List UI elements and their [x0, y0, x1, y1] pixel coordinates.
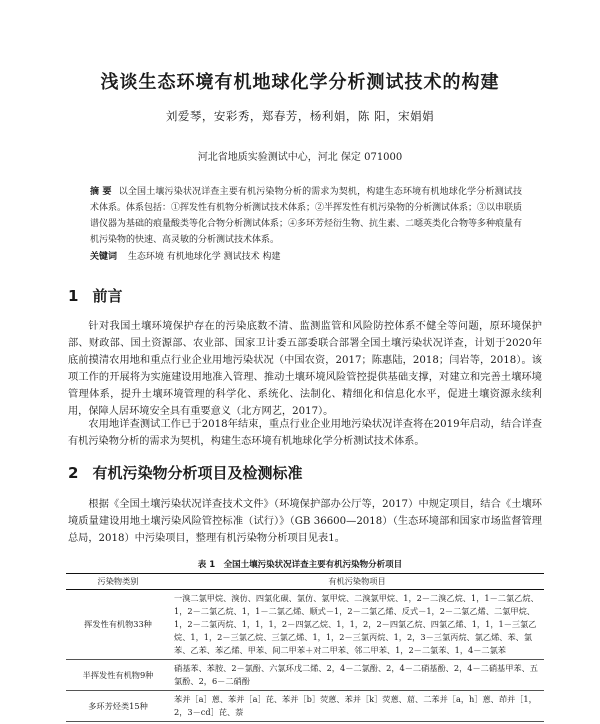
- table-row: [66, 590, 544, 660]
- table-cell-category: 多环芳烃类15种: [66, 691, 170, 722]
- section-2-paragraph-1: 根据《全国土壤污染状况详查技术文件》（环境保护部办公厅等，2017）中规定项目，结合《土壤环境质量建设用地土壤污染风险管控标准（试行）》（GB 36600—2018）（生态环境部和国家市场监督管理总局，2018）中污染项目，整理有机污染物分析项目见表1。: [68, 499, 542, 544]
- keywords-label: 关键词: [90, 252, 118, 262]
- table-cell-category: 半挥发性有机物9种: [66, 660, 170, 691]
- table-cell-category: 挥发性有机物33种: [66, 590, 170, 660]
- author-list: 刘爱琴，安彩秀，郑春芳，杨利娟，陈 阳，宋娟娟: [165, 109, 435, 123]
- section-1-heading: [68, 285, 122, 306]
- table-1-caption: 表 1 全国土壤污染状况详查主要有机污染物分析项目: [197, 560, 403, 570]
- section-1-paragraph-1: 针对我国土壤环境保护存在的污染底数不清、监测监管和风险防控体系不健全等问题，原环境保护部、财政部、国土资源部、农业部、国家卫计委五部委联合部署全国土壤污染状况详查，计划于2020年底前摸清农用地和重点行业企业用地污染状况（中国农资，2017；陈惠陆，2018；闫岩等，2018）。该项工作的开展将为实施建设用地准入管理、推动土壤环境风险管控提供基础支撑，对建立和完善土壤环境管理体系，提升土壤环境管理的科学化、系统化、法制化、精细化和信息化水平，促进土壤资源永续利用，保障人居环境安全具有重要意义（北方网艺，2017）。: [68, 321, 542, 417]
- table-1: [66, 573, 544, 722]
- abstract-label: 摘 要: [90, 187, 112, 197]
- column-header-items: 有机污染物项目: [170, 574, 544, 590]
- keywords-text: 生态环境 有机地球化学 测试技术 构建: [127, 252, 281, 262]
- table-row: [66, 691, 544, 722]
- section-number: 2: [68, 464, 79, 482]
- table-cell-items: 硝基苯、苯胺、2－氯酚、六氯环戊二烯、2，4－二氯酚、2，4－二硝基酚、2，4－二硝基甲苯、五氯酚、2，6－二硝酚: [170, 660, 544, 691]
- table-row: [66, 660, 544, 691]
- table-header-row: [66, 574, 544, 590]
- abstract-text: 以全国土壤污染状况详查主要有机污染物分析的需求为契机，构建生态环境有机地球化学分析测试技术体系。体系包括：①挥发性有机物分析测试技术体系；②半挥发性有机污染物的分析测试体系；③以串联质谱仪器为基础的痕量酸类等化合物分析测试体系；④多环芳烃衍生物、抗生素、二噁英类化合物等多种痕量有机污染物的快速、高灵敏的分析测试技术体系。: [90, 187, 523, 245]
- section-2-heading: [68, 462, 302, 483]
- paper-title: 浅谈生态环境有机地球化学分析测试技术的构建: [100, 72, 500, 93]
- section-title: 有机污染物分析项目及检测标准: [92, 464, 303, 482]
- column-header-category: 污染物类别: [66, 574, 170, 590]
- table-cell-items: 苯并［a］蒽、苯并［a］芘、苯并［b］荧蒽、苯并［k］荧蒽、䓛、二苯并［a，h］蒽、茚并［1，2，3－cd］芘、萘: [170, 691, 544, 722]
- section-1-paragraph-2: 农用地详查测试工作已于2018年结束，重点行业企业用地污染状况详查将在2019年启动，结合详查有机污染物分析的需求为契机，构建生态环境有机地球化学分析测试技术体系。: [68, 419, 542, 447]
- section-title: 前言: [92, 287, 123, 305]
- affiliation: 河北省地质实验测试中心，河北 保定 071000: [197, 152, 403, 163]
- keywords: [90, 249, 522, 262]
- table-cell-items: 一溴二氯甲烷、溴仿、四氯化碳、氯仿、氯甲烷、二溴氯甲烷、1，2－二溴乙烷、1，1－二氯乙烷、1，2－二氯乙烷、1，1－二氯乙烯、顺式－1，2－二氯乙烯、反式－1，2－二氯乙烯、二氯甲烷、1，2－二氯丙烷、1，1，1，2－四氯乙烷、1，1，2，2－四氯乙烷、四氯乙烯、1，1，1－三氯乙烷、1，1，2－三氯乙烷、三氯乙烯、1，1，2－三氯丙烷、1，2，3－三氯丙烷、氯乙烯、苯、氯苯、乙苯、苯乙烯、甲苯、间二甲苯＋对二甲苯、邻二甲苯、1，2－二氯苯、1，4－二氯苯: [170, 590, 544, 660]
- section-number: 1: [68, 287, 79, 305]
- abstract: [90, 184, 522, 248]
